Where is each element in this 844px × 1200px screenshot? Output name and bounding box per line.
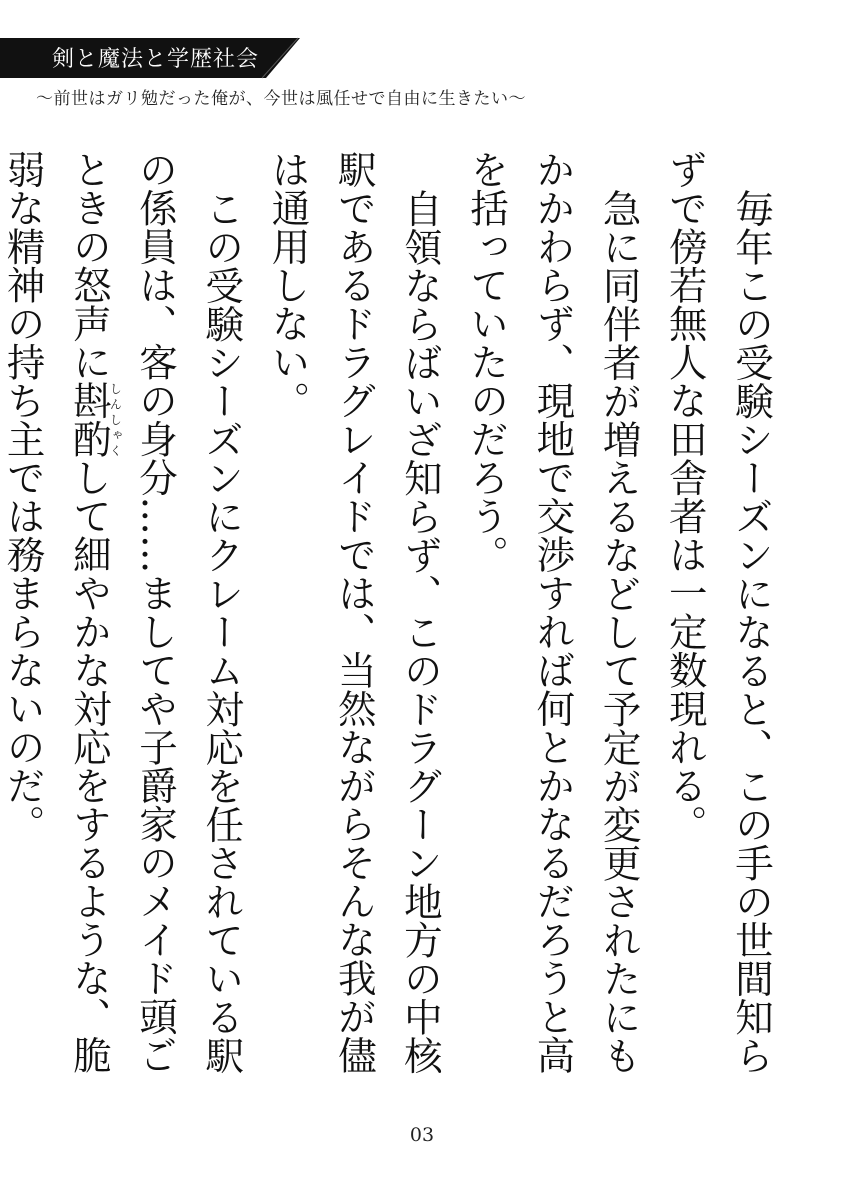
paragraph — [453, 150, 652, 1110]
paragraph — [0, 150, 254, 1110]
paragraph-text: 毎年この受験シーズンになると、この手の世間知らずで傍若無人な田舎者は一定数現れる。 — [662, 150, 774, 1074]
book-subtitle: 〜前世はガリ勉だった俺が、今世は風任せで自由に生きたい〜 — [36, 89, 526, 109]
book-title: 剣と魔法と学歴社会 — [52, 47, 260, 72]
paragraph-text: して細やかな対応をするような、脆弱な精神の持ち主では務まらないのだ。 — [0, 150, 112, 1074]
page-number: 03 — [409, 1124, 435, 1146]
paragraph — [652, 150, 784, 1110]
paragraph — [254, 150, 453, 1110]
ruby-annotation — [66, 381, 123, 458]
paragraph-text: 自領ならばいざ知らず、このドラグーン地方の中核駅であるドラグレイドでは、当然ながらそんな我が儘は通用しない。 — [265, 150, 443, 1074]
paragraph-text: 急に同伴者が増えるなどして予定が変更されたにもかかわらず、現地で交渉すれば何とかなるだろうと高を括っていたのだろう。 — [464, 150, 642, 1074]
body-text — [0, 150, 784, 1110]
ruby-base: 斟酌 — [66, 381, 112, 458]
ruby-reading: しんしゃく — [108, 381, 123, 458]
paragraph-text: この受験シーズンにクレーム対応を任されている駅の係員は、客の身分……ましてや子爵家のメイド頭ごときの怒声に — [66, 150, 245, 1074]
